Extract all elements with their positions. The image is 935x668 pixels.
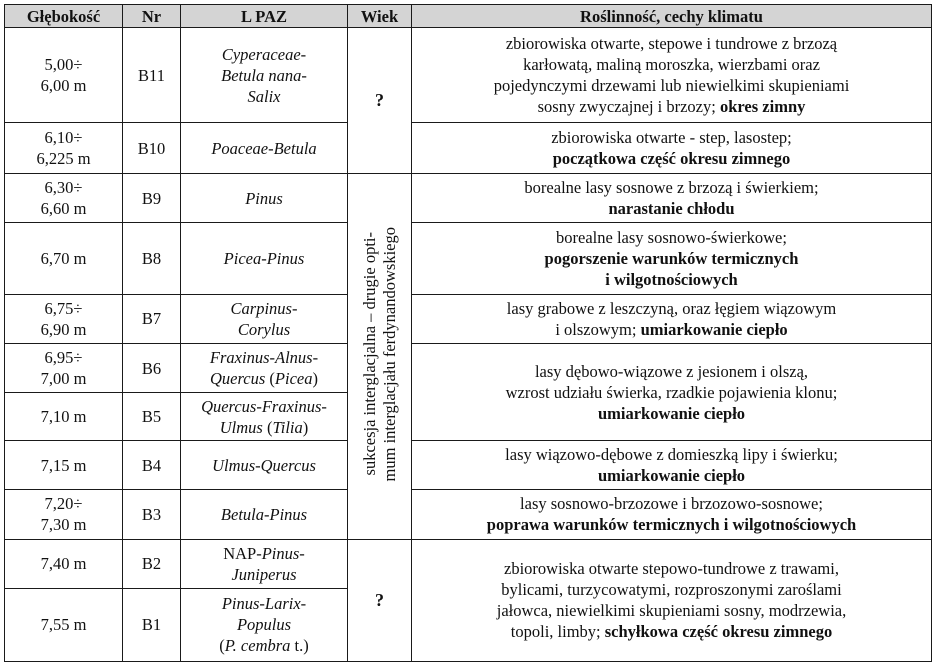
vegetation-cell: zbiorowiska otwarte - step, lasostep; początkowa część okresu zimnego [412,123,932,174]
depth-cell: 6,95÷ 7,00 m [5,343,123,392]
nr-cell: B5 [123,393,181,441]
nr-cell: B11 [123,28,181,123]
interglacial-label: sukcesja interglacjalna – drugie opti- mum interglacjału ferdynandowskiego [359,226,399,482]
nr-cell: B1 [123,588,181,661]
nr-cell: B10 [123,123,181,174]
palynology-table [4,4,932,662]
vegetation-cell: borealne lasy sosnowe z brzozą i świerkiem; narastanie chłodu [412,174,932,222]
nr-cell: B4 [123,441,181,490]
depth-cell: 6,30÷ 6,60 m [5,174,123,222]
vegetation-cell: zbiorowiska otwarte, stepowe i tundrowe z brzozą karłowatą, maliną moroszka, wierzbami oraz pojedynczymi drzewami lub niewielkimi skupieniami sosny zwyczajnej i brzozy; okres zimny [412,28,932,123]
lpaz-cell: Quercus-Fraxinus- Ulmus (Tilia) [181,393,348,441]
table-row [5,539,932,588]
nr-cell: B3 [123,490,181,539]
table-row [5,343,932,392]
header-age: Wiek [348,5,412,28]
table-row [5,294,932,343]
lpaz-cell: Fraxinus-Alnus- Quercus (Picea) [181,343,348,392]
nr-cell: B2 [123,539,181,588]
depth-cell: 6,75÷ 6,90 m [5,294,123,343]
depth-cell: 7,55 m [5,588,123,661]
depth-cell: 7,40 m [5,539,123,588]
header-vegetation: Roślinność, cechy klimatu [412,5,932,28]
nr-cell: B8 [123,222,181,294]
lpaz-cell: Pinus [181,174,348,222]
nr-cell: B9 [123,174,181,222]
lpaz-cell: Carpinus- Corylus [181,294,348,343]
age-cell-bottom: ? [348,539,412,661]
header-lpaz: L PAZ [181,5,348,28]
header-row [5,5,932,28]
vegetation-cell: lasy grabowe z leszczyną, oraz łęgiem wiązowym i olszowym; umiarkowanie ciepło [412,294,932,343]
lpaz-cell: Poaceae-Betula [181,123,348,174]
table-row [5,490,932,539]
table-row [5,123,932,174]
table-row [5,441,932,490]
depth-cell: 7,20÷ 7,30 m [5,490,123,539]
lpaz-cell: Picea-Pinus [181,222,348,294]
vegetation-cell: zbiorowiska otwarte stepowo-tundrowe z trawami, bylicami, turzycowatymi, rozproszonymi zaroślami jałowca, niewielkimi skupieniami sosny, modrzewia, topoli, limby; schyłkowa część okresu zimnego [412,539,932,661]
table-row [5,28,932,123]
lpaz-cell: Ulmus-Quercus [181,441,348,490]
vegetation-cell: lasy sosnowo-brzozowe i brzozowo-sosnowe; poprawa warunków termicznych i wilgotnościowych [412,490,932,539]
age-cell-middle [348,174,412,539]
vegetation-cell: borealne lasy sosnowo-świerkowe; pogorszenie warunków termicznych i wilgotnościowych [412,222,932,294]
vegetation-cell: lasy dębowo-wiązowe z jesionem i olszą, wzrost udziału świerka, rzadkie pojawienia klonu; umiarkowanie ciepło [412,343,932,440]
depth-cell: 6,10÷ 6,225 m [5,123,123,174]
nr-cell: B7 [123,294,181,343]
lpaz-cell: Pinus-Larix- Populus (P. cembra t.) [181,588,348,661]
lpaz-cell: Cyperaceae- Betula nana- Salix [181,28,348,123]
age-cell-top: ? [348,28,412,174]
header-depth: Głębokość [5,5,123,28]
lpaz-cell: Betula-Pinus [181,490,348,539]
lpaz-cell: NAP-Pinus- Juniperus [181,539,348,588]
table-row [5,174,932,222]
depth-cell: 7,15 m [5,441,123,490]
nr-cell: B6 [123,343,181,392]
depth-cell: 7,10 m [5,393,123,441]
depth-cell: 5,00÷ 6,00 m [5,28,123,123]
depth-cell: 6,70 m [5,222,123,294]
table-row [5,222,932,294]
vegetation-cell: lasy wiązowo-dębowe z domieszką lipy i świerku; umiarkowanie ciepło [412,441,932,490]
header-nr: Nr [123,5,181,28]
